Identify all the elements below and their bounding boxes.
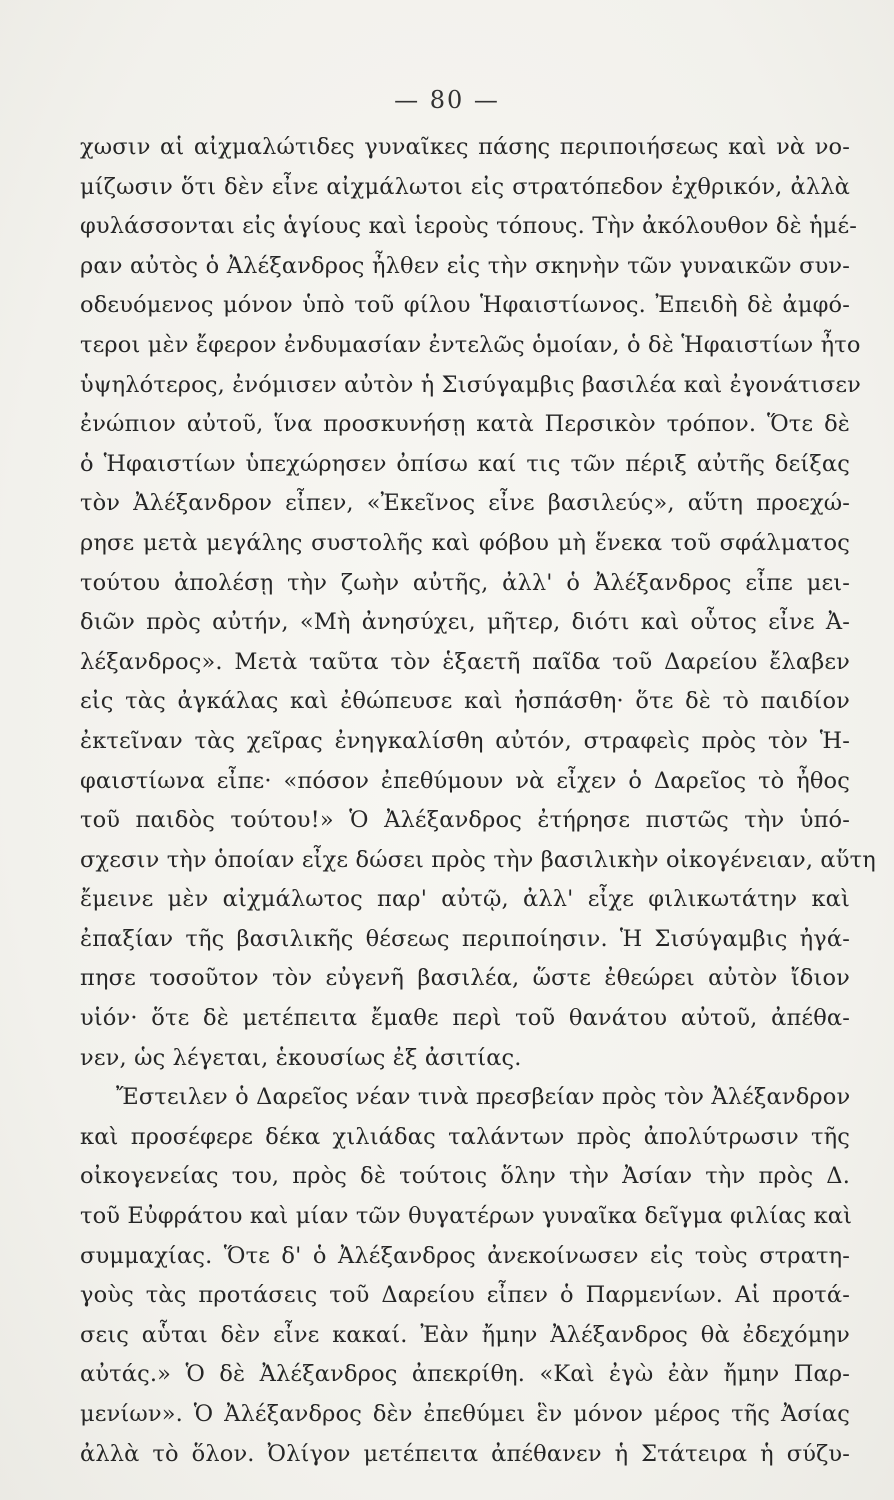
text-line: ρησε μετὰ μεγάλης συστολῆς καὶ φόβου μὴ ἕνεκα τοῦ σφάλματος — [80, 529, 850, 556]
paragraph-start-line: Ἔστειλεν ὁ Δαρεῖος νέαν τινὰ πρεσβείαν πρὸς τὸν Ἀλέξανδρον — [116, 1084, 851, 1111]
body-text — [80, 128, 876, 1474]
text-line: οἰκογενείας του, πρὸς δὲ τούτοις ὅλην τὴν Ἀσίαν τὴν πρὸς Δ. — [80, 1163, 850, 1190]
text-line: τούτου ἀπολέσῃ τὴν ζωὴν αὐτῆς, ἀλλ' ὁ Ἀλέξανδρος εἶπε μει- — [80, 569, 850, 596]
text-line: ὑψηλότερος, ἐνόμισεν αὐτὸν ἡ Σισύγαμβις βασιλέα καὶ ἐγονάτισεν — [80, 371, 862, 398]
text-line: πησε τοσοῦτον τὸν εὐγενῆ βασιλέα, ὥστε ἐθεώρει αὐτὸν ἴδιον — [80, 965, 850, 992]
text-line: ἐνώπιον αὐτοῦ, ἵνα προσκυνήσῃ κατὰ Περσικὸν τρόπον. Ὅτε δὲ — [80, 411, 850, 438]
text-line: σχεσιν τὴν ὁποίαν εἶχε δώσει πρὸς τὴν βασιλικὴν οἰκογένειαν, αὕτη — [80, 846, 876, 873]
text-line: μίζωσιν ὅτι δὲν εἶνε αἰχμάλωτοι εἰς στρατόπεδον ἐχθρικόν, ἀλλὰ — [80, 173, 850, 200]
text-line: ἐπαξίαν τῆς βασιλικῆς θέσεως περιποίησιν. Ἡ Σισύγαμβις ἠγά- — [80, 925, 850, 952]
text-line: ἀλλὰ τὸ ὅλον. Ὀλίγον μετέπειτα ἀπέθανεν ἡ Στάτειρα ἡ σύζυ- — [80, 1440, 850, 1467]
text-line: ραν αὐτὸς ὁ Ἀλέξανδρος ἦλθεν εἰς τὴν σκηνὴν τῶν γυναικῶν συν- — [80, 252, 850, 279]
text-line: διῶν πρὸς αὐτήν, «Μὴ ἀνησύχει, μῆτερ, διότι καὶ οὗτος εἶνε Ἀ- — [80, 609, 850, 636]
text-line: τεροι μὲν ἔφερον ἐνδυμασίαν ἐντελῶς ὁμοίαν, ὁ δὲ Ἡφαιστίων ἦτο — [80, 331, 861, 358]
text-line: εἰς τὰς ἀγκάλας καὶ ἐθώπευσε καὶ ἠσπάσθη· ὅτε δὲ τὸ παιδίον — [80, 688, 850, 715]
text-line: χωσιν αἱ αἰχμαλώτιδες γυναῖκες πάσης περιποιήσεως καὶ νὰ νο- — [80, 134, 850, 160]
text-line: ἐκτεῖναν τὰς χεῖρας ἐνηγκαλίσθη αὐτόν, στραφεὶς πρὸς τὸν Ἡ- — [80, 727, 850, 754]
text-line: οδευόμενος μόνον ὑπὸ τοῦ φίλου Ἡφαιστίωνος. Ἐπειδὴ δὲ ἀμφό- — [80, 292, 850, 319]
text-line: μενίων». Ὁ Ἀλέξανδρος δὲν ἐπεθύμει ἓν μόνον μέρος τῆς Ἀσίας — [80, 1401, 850, 1427]
text-line: φυλάσσονται εἰς ἁγίους καὶ ἱεροὺς τόπους. Τὴν ἀκόλουθον δὲ ἡμέ- — [80, 213, 858, 240]
text-line: καὶ προσέφερε δέκα χιλιάδας ταλάντων πρὸς ἀπολύτρωσιν τῆς — [80, 1123, 850, 1150]
text-line: τοῦ παιδὸς τούτου!» Ὁ Ἀλέξανδρος ἐτήρησε πιστῶς τὴν ὑπό- — [80, 807, 850, 834]
text-line: υἱόν· ὅτε δὲ μετέπειτα ἔμαθε περὶ τοῦ θανάτου αὐτοῦ, ἀπέθα- — [80, 1005, 850, 1032]
text-line: σεις αὗται δὲν εἶνε κακαί. Ἐὰν ἤμην Ἀλέξανδρος θὰ ἐδεχόμην — [80, 1321, 850, 1348]
paragraph-end-line: νεν, ὡς λέγεται, ἑκουσίως ἐξ ἀσιτίας. — [80, 1044, 522, 1071]
page-number: — 80 — — [394, 86, 500, 114]
text-line: γοὺς τὰς προτάσεις τοῦ Δαρείου εἶπεν ὁ Παρμενίων. Αἱ προτά- — [80, 1282, 850, 1309]
text-line: συμμαχίας. Ὅτε δ' ὁ Ἀλέξανδρος ἀνεκοίνωσεν εἰς τοὺς στρατη- — [80, 1242, 850, 1269]
text-line: λέξανδρος». Μετὰ ταῦτα τὸν ἑξαετῆ παῖδα τοῦ Δαρείου ἔλαβεν — [80, 648, 850, 675]
text-line: φαιστίωνα εἶπε· «πόσον ἐπεθύμουν νὰ εἶχεν ὁ Δαρεῖος τὸ ἦθος — [80, 767, 850, 794]
text-line: τοῦ Εὐφράτου καὶ μίαν τῶν θυγατέρων γυναῖκα δεῖγμα φιλίας καὶ — [80, 1203, 853, 1230]
text-line: ἔμεινε μὲν αἰχμάλωτος παρ' αὐτῷ, ἀλλ' εἶχε φιλικωτάτην καὶ — [80, 886, 850, 913]
text-line: τὸν Ἀλέξανδρον εἶπεν, «Ἐκεῖνος εἶνε βασιλεύς», αὕτη προεχώ- — [80, 490, 850, 517]
text-line: ὁ Ἡφαιστίων ὑπεχώρησεν ὀπίσω καί τις τῶν πέριξ αὐτῆς δείξας — [80, 450, 850, 477]
text-line: αὐτάς.» Ὁ δὲ Ἀλέξανδρος ἀπεκρίθη. «Καὶ ἐγὼ ἐὰν ἤμην Παρ- — [80, 1361, 850, 1388]
